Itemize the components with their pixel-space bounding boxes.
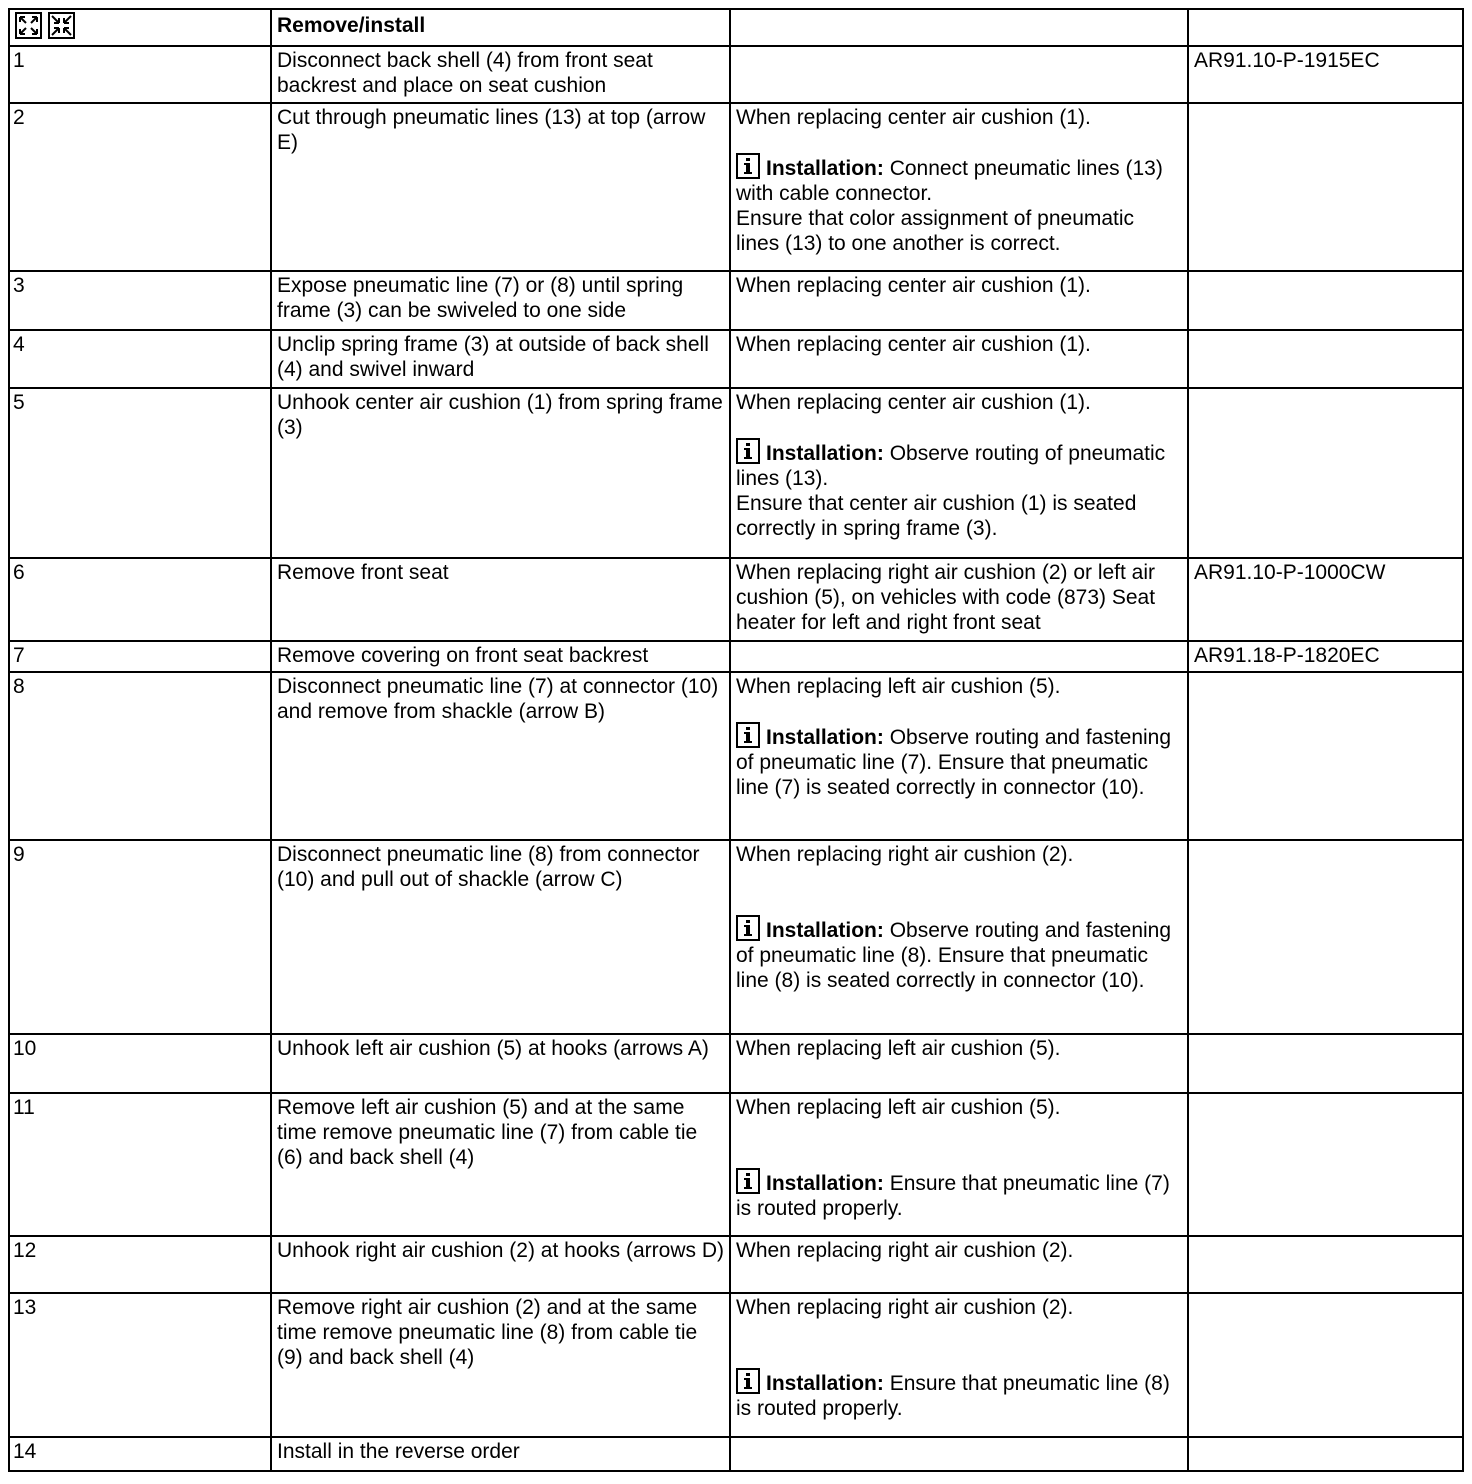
step-action: Disconnect pneumatic line (8) from connector (10) and pull out of shackle (arrow C) (271, 840, 730, 1034)
step-notes-cell (730, 388, 1188, 558)
step-action: Expose pneumatic line (7) or (8) until spring frame (3) can be swiveled to one side (271, 271, 730, 330)
info-icon (736, 153, 760, 179)
document-reference[interactable]: AR91.10-P-1915EC (1188, 46, 1463, 103)
document-reference (1188, 1236, 1463, 1293)
step-condition: When replacing left air cushion (5). (736, 1037, 1061, 1060)
installation-label: Installation: (766, 157, 884, 180)
step-condition: When replacing left air cushion (5). (736, 1096, 1061, 1119)
step-number: 2 (9, 103, 271, 271)
table-row (9, 1093, 1463, 1236)
document-reference (1188, 103, 1463, 271)
table-row (9, 1437, 1463, 1471)
table-row (9, 1293, 1463, 1437)
info-icon (736, 1168, 760, 1194)
installation-text: Observe routing and fastening of pneumatic line (8). Ensure that pneumatic line (8) is seated correctly in connector (10). (736, 919, 1172, 992)
info-icon (736, 1368, 760, 1394)
step-notes-cell (730, 1236, 1188, 1293)
installation-text: Connect pneumatic lines (13) with cable connector. Ensure that color assignment of pneumatic lines (13) to one another is correct. (736, 157, 1163, 255)
installation-label: Installation: (766, 919, 884, 942)
header-empty-cell (730, 9, 1188, 46)
step-notes-cell (730, 840, 1188, 1034)
step-action: Unhook left air cushion (5) at hooks (arrows A) (271, 1034, 730, 1093)
step-action: Remove front seat (271, 558, 730, 641)
info-icon (736, 438, 760, 464)
step-condition: When replacing center air cushion (1). (736, 391, 1091, 414)
installation-note (736, 438, 1182, 541)
installation-text: Observe routing of pneumatic lines (13). Ensure that center air cushion (1) is seated correctly in spring frame (3). (736, 442, 1166, 540)
step-action: Remove left air cushion (5) and at the same time remove pneumatic line (7) from cable tie (6) and back shell (4) (271, 1093, 730, 1236)
step-notes-cell (730, 558, 1188, 641)
table-row (9, 271, 1463, 330)
step-condition: When replacing center air cushion (1). (736, 333, 1091, 356)
table-row (9, 388, 1463, 558)
step-number: 4 (9, 330, 271, 388)
step-condition: When replacing center air cushion (1). (736, 274, 1091, 297)
header-empty-cell (1188, 9, 1463, 46)
step-number: 7 (9, 641, 271, 672)
header-title: Remove/install (271, 9, 730, 46)
installation-note (736, 1168, 1182, 1221)
table-row (9, 46, 1463, 103)
step-notes-cell (730, 103, 1188, 271)
step-number: 14 (9, 1437, 271, 1471)
installation-note (736, 915, 1182, 993)
table-row (9, 1236, 1463, 1293)
step-notes-cell (730, 271, 1188, 330)
table-row (9, 330, 1463, 388)
step-notes-cell (730, 1437, 1188, 1471)
step-action: Unclip spring frame (3) at outside of back shell (4) and swivel inward (271, 330, 730, 388)
document-reference (1188, 1437, 1463, 1471)
step-number: 13 (9, 1293, 271, 1437)
collapse-all-icon[interactable] (48, 12, 75, 39)
table-row (9, 641, 1463, 672)
installation-text: Observe routing and fastening of pneumatic line (7). Ensure that pneumatic line (7) is seated correctly in connector (10). (736, 726, 1172, 799)
step-condition: When replacing center air cushion (1). (736, 106, 1091, 129)
installation-note (736, 722, 1182, 800)
expand-all-icon[interactable] (15, 12, 42, 39)
step-notes-cell (730, 1034, 1188, 1093)
step-number: 6 (9, 558, 271, 641)
step-notes-cell (730, 641, 1188, 672)
document-reference (1188, 330, 1463, 388)
step-action: Disconnect pneumatic line (7) at connector (10) and remove from shackle (arrow B) (271, 672, 730, 840)
table-row (9, 558, 1463, 641)
step-condition: When replacing right air cushion (2). (736, 1296, 1074, 1319)
installation-note (736, 153, 1182, 256)
document-reference (1188, 1293, 1463, 1437)
table-row (9, 672, 1463, 840)
step-number: 10 (9, 1034, 271, 1093)
step-notes-cell (730, 1293, 1188, 1437)
step-notes-cell (730, 46, 1188, 103)
installation-label: Installation: (766, 726, 884, 749)
step-condition: When replacing right air cushion (2). (736, 843, 1074, 866)
installation-text: Ensure that pneumatic line (7) is routed properly. (736, 1172, 1170, 1220)
step-action: Unhook right air cushion (2) at hooks (arrows D) (271, 1236, 730, 1293)
step-condition: When replacing right air cushion (2) or left air cushion (5), on vehicles with code (873) Seat heater for left and right front seat (736, 561, 1156, 634)
table-row (9, 840, 1463, 1034)
procedure-table (8, 8, 1464, 1472)
info-icon (736, 915, 760, 941)
table-row (9, 1034, 1463, 1093)
installation-text: Ensure that pneumatic line (8) is routed properly. (736, 1372, 1170, 1420)
document-reference (1188, 672, 1463, 840)
info-icon (736, 722, 760, 748)
step-action: Unhook center air cushion (1) from spring frame (3) (271, 388, 730, 558)
table-row (9, 103, 1463, 271)
step-number: 8 (9, 672, 271, 840)
installation-label: Installation: (766, 1172, 884, 1195)
document-reference (1188, 1093, 1463, 1236)
step-condition: When replacing right air cushion (2). (736, 1239, 1074, 1262)
step-condition: When replacing left air cushion (5). (736, 675, 1061, 698)
header-row (9, 9, 1463, 46)
step-action: Install in the reverse order (271, 1437, 730, 1471)
step-number: 12 (9, 1236, 271, 1293)
document-reference[interactable]: AR91.10-P-1000CW (1188, 558, 1463, 641)
installation-note (736, 1368, 1182, 1421)
step-notes-cell (730, 672, 1188, 840)
step-notes-cell (730, 1093, 1188, 1236)
step-number: 1 (9, 46, 271, 103)
document-reference (1188, 1034, 1463, 1093)
step-action: Disconnect back shell (4) from front seat backrest and place on seat cushion (271, 46, 730, 103)
step-number: 11 (9, 1093, 271, 1236)
installation-label: Installation: (766, 442, 884, 465)
header-icons-cell (9, 9, 271, 46)
installation-label: Installation: (766, 1372, 884, 1395)
step-number: 5 (9, 388, 271, 558)
document-reference (1188, 271, 1463, 330)
document-reference (1188, 840, 1463, 1034)
step-action: Cut through pneumatic lines (13) at top (arrow E) (271, 103, 730, 271)
step-action: Remove right air cushion (2) and at the same time remove pneumatic line (8) from cable tie (9) and back shell (4) (271, 1293, 730, 1437)
document-reference (1188, 388, 1463, 558)
step-number: 9 (9, 840, 271, 1034)
step-notes-cell (730, 330, 1188, 388)
document-reference[interactable]: AR91.18-P-1820EC (1188, 641, 1463, 672)
step-action: Remove covering on front seat backrest (271, 641, 730, 672)
step-number: 3 (9, 271, 271, 330)
